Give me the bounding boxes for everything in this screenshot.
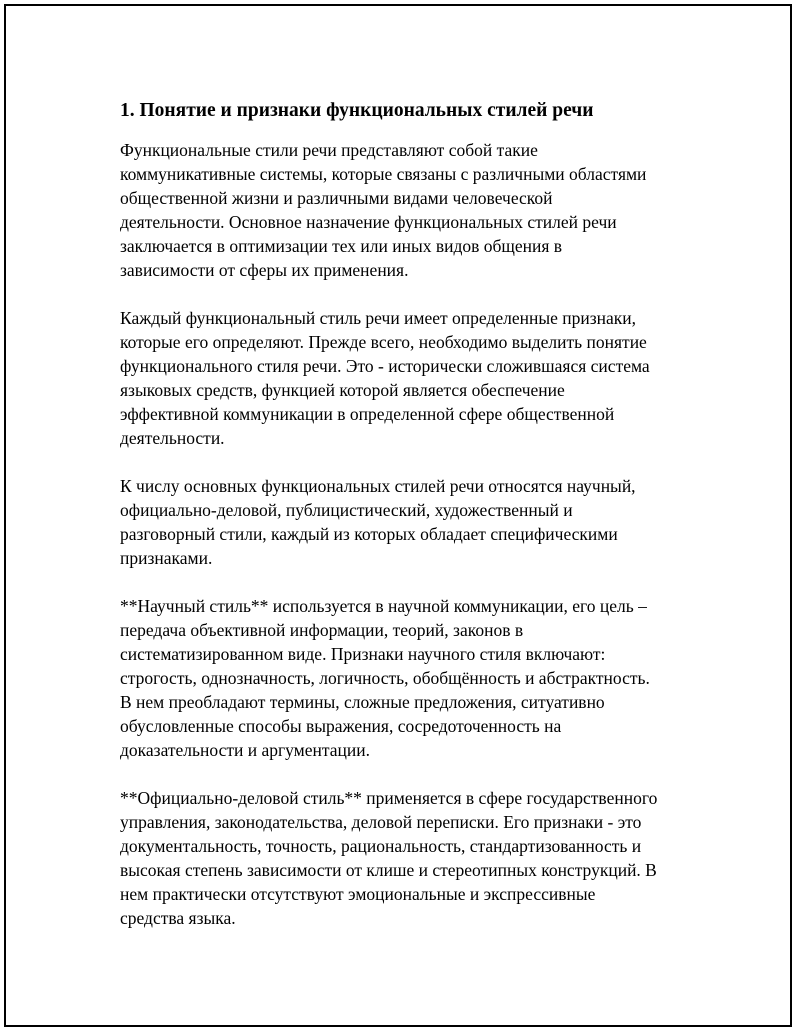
text-line: средства языка. <box>120 908 236 928</box>
text-line: признаками. <box>120 548 213 568</box>
paragraph-3 <box>120 474 710 570</box>
text-line: языковых средств, функцией которой является обеспечение <box>120 380 565 400</box>
text-line: зависимости от сферы их применения. <box>120 260 409 280</box>
text-line: К числу основных функциональных стилей речи относятся научный, <box>120 476 636 496</box>
text-line: общественной жизни и различными видами человеческой <box>120 188 553 208</box>
text-line: В нем преобладают термины, сложные предложения, ситуативно <box>120 692 605 712</box>
paragraph-2 <box>120 306 710 450</box>
text-line: деятельности. Основное назначение функциональных стилей речи <box>120 212 617 232</box>
text-line: систематизированном виде. Признаки научного стиля включают: <box>120 644 606 664</box>
text-line: эффективной коммуникации в определенной сфере общественной <box>120 404 615 424</box>
text-line: заключается в оптимизации тех или иных видов общения в <box>120 236 563 256</box>
document-body <box>120 98 710 954</box>
text-line: управления, законодательства, деловой переписки. Его признаки - это <box>120 812 642 832</box>
text-line: коммуникативные системы, которые связаны с различными областями <box>120 164 647 184</box>
paragraph-5 <box>120 786 710 930</box>
paragraph-4 <box>120 594 710 762</box>
page-frame <box>4 4 792 1027</box>
text-line: **Официально-деловой стиль** применяется в сфере государственного <box>120 788 658 808</box>
text-line: доказательности и аргументации. <box>120 740 370 760</box>
text-line: передача объективной информации, теорий, законов в <box>120 620 524 640</box>
text-line: разговорный стили, каждый из которых обладает специфическими <box>120 524 618 544</box>
text-line: деятельности. <box>120 428 225 448</box>
paragraph-1 <box>120 138 710 282</box>
text-line: официально-деловой, публицистический, художественный и <box>120 500 573 520</box>
text-line: Функциональные стили речи представляют собой такие <box>120 140 538 160</box>
text-line: которые его определяют. Прежде всего, необходимо выделить понятие <box>120 332 647 352</box>
text-line: нем практически отсутствуют эмоциональные и экспрессивные <box>120 884 596 904</box>
text-line: Каждый функциональный стиль речи имеет определенные признаки, <box>120 308 637 328</box>
text-line: обусловленные способы выражения, сосредоточенность на <box>120 716 562 736</box>
text-line: **Научный стиль** используется в научной коммуникации, его цель – <box>120 596 647 616</box>
section-heading: 1. Понятие и признаки функциональных стилей речи <box>120 100 594 121</box>
text-line: документальность, точность, рациональность, стандартизованность и <box>120 836 642 856</box>
text-line: функционального стиля речи. Это - исторически сложившаяся система <box>120 356 650 376</box>
text-line: высокая степень зависимости от клише и стереотипных конструкций. В <box>120 860 657 880</box>
text-line: строгость, однозначность, логичность, обобщённость и абстрактность. <box>120 668 650 688</box>
